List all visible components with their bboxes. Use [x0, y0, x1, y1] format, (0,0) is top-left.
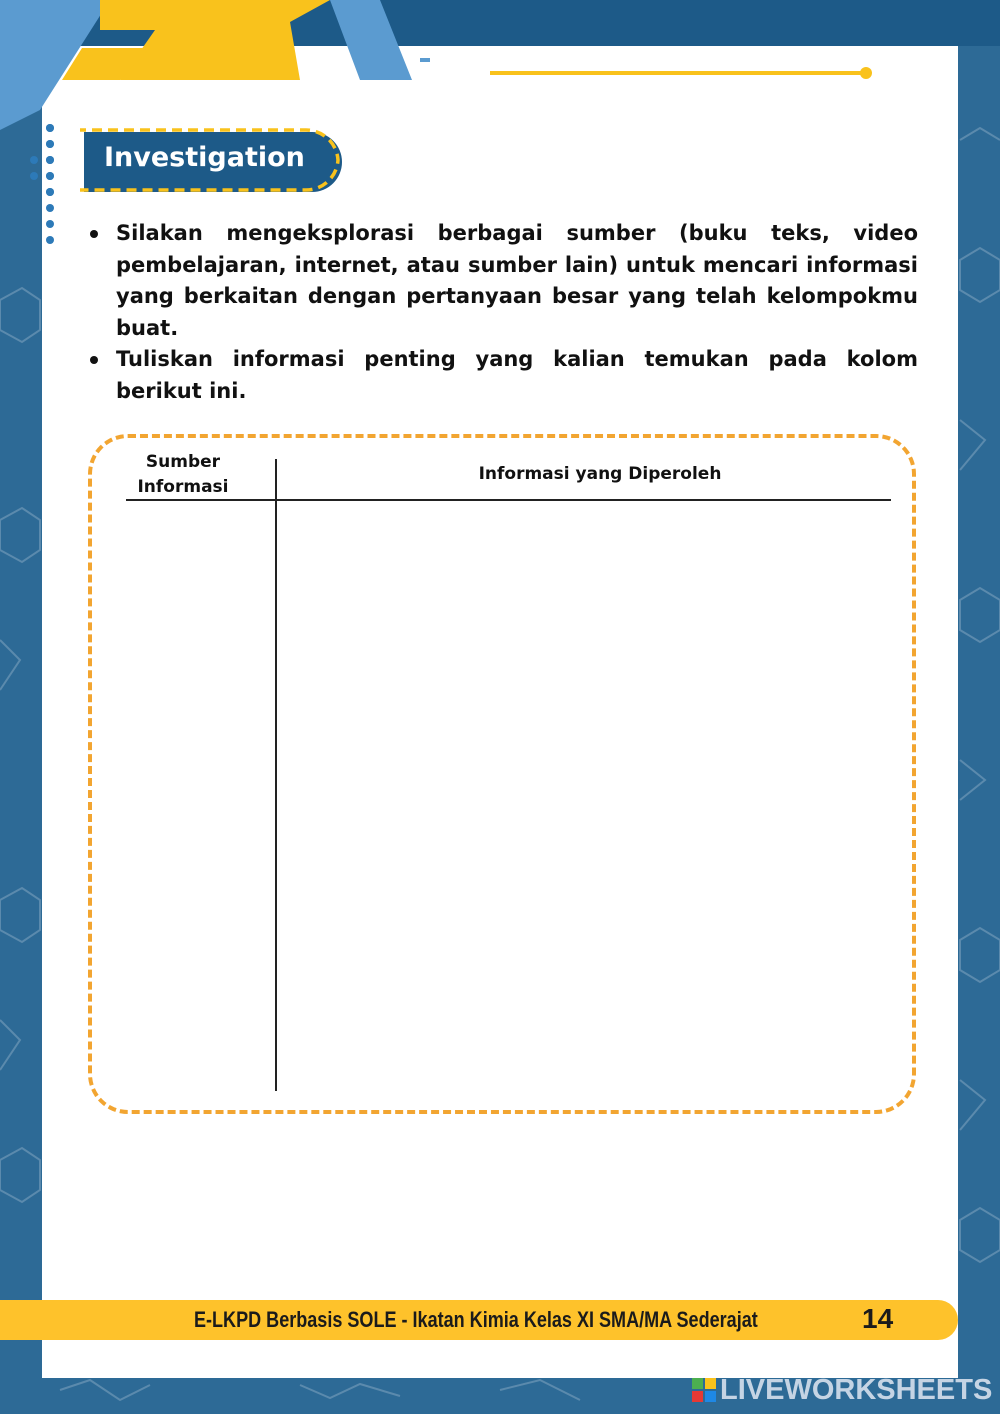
table-header-divider: [126, 499, 891, 501]
watermark-text: LIVEWORKSHEETS: [720, 1373, 993, 1406]
progress-line-decoration: [0, 0, 1000, 90]
page-number: 14: [862, 1303, 894, 1334]
liveworksheets-logo-icon: [692, 1378, 716, 1402]
instruction-list: [86, 218, 918, 407]
instruction-item: Tuliskan informasi penting yang kalian temukan pada kolom berikut ini.: [86, 344, 918, 407]
section-heading: Investigation: [104, 142, 305, 173]
column-header-source: Sumber Informasi: [137, 452, 229, 497]
column-header-information: Informasi yang Diperoleh: [478, 464, 722, 484]
liveworksheets-watermark[interactable]: [692, 1374, 992, 1406]
answer-table-frame: [88, 434, 916, 1114]
table-column-divider: [275, 459, 277, 1091]
instruction-item: Silakan mengeksplorasi berbagai sumber (buku teks, video pembelajaran, internet, atau sumber lain) untuk mencari informasi yang berkaitan dengan pertanyaan besar yang telah kelompokmu buat.: [86, 218, 918, 344]
dots-decoration: [0, 0, 90, 250]
footer-title: E-LKPD Berbasis SOLE - Ikatan Kimia Kelas XI SMA/MA Sederajat: [194, 1307, 758, 1332]
